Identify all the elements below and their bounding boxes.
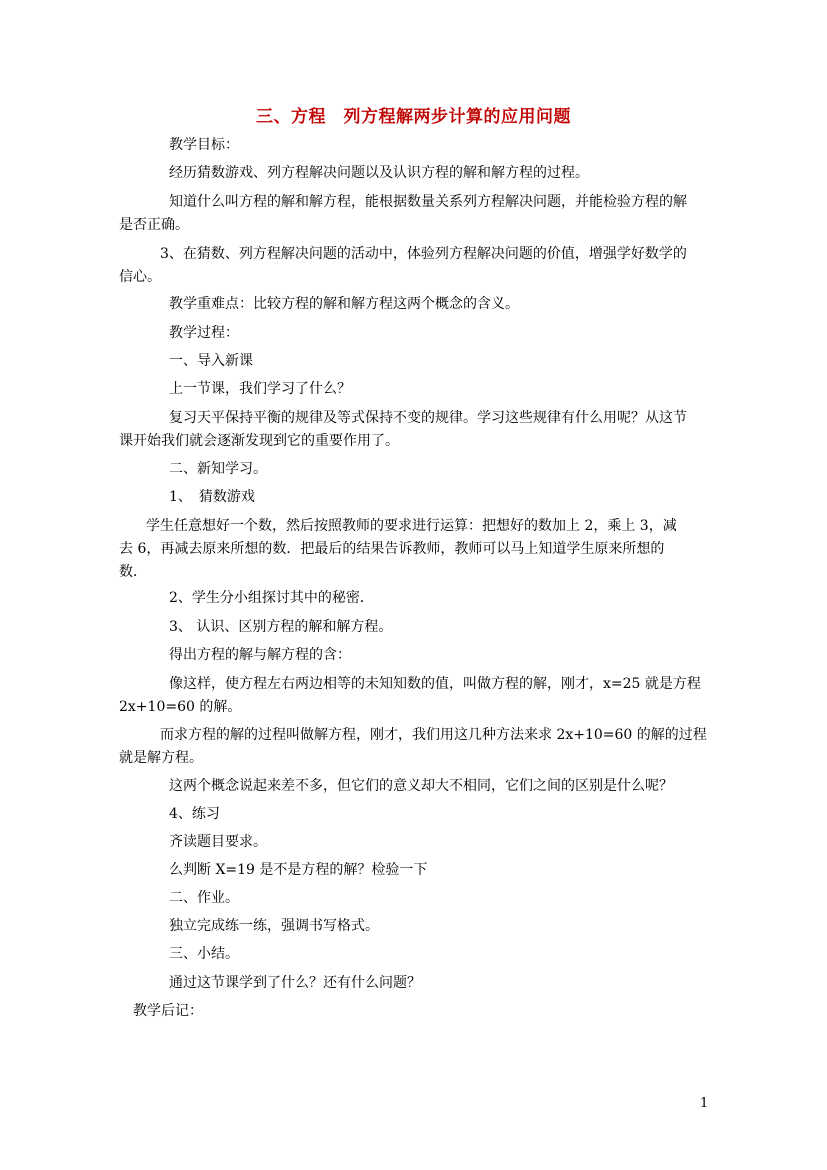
definition-2-line2: 就是解方程。 [119, 750, 203, 766]
definition-2-line1: 而求方程的解的过程叫做解方程，刚才，我们用这几种方法来求 2x+10=60 的解的过程 [160, 727, 707, 743]
goal-item-2-line1: 知道什么叫方程的解和解方程，能根据数量关系列方程解决问题，并能检验方程的解 [169, 194, 687, 210]
item-practice: 4、练习 [169, 806, 220, 822]
key-points: 教学重难点：比较方程的解和解方程这两个概念的含义。 [169, 296, 519, 312]
homework-heading: 二、作业。 [169, 890, 239, 906]
document-title: 三、方程 列方程解两步计算的应用问题 [256, 107, 571, 127]
goal-item-2-line2: 是否正确。 [119, 217, 189, 233]
goal-item-3-line1: 3、在猜数、列方程解决问题的活动中，体验列方程解决问题的价值，增强学好数学的 [160, 246, 687, 262]
definition-1-line1: 像这样，使方程左右两边相等的未知知数的值，叫做方程的解，刚才，x=25 就是方程 [169, 676, 701, 692]
item-recognize: 3、 认识、区别方程的解和解方程。 [169, 619, 393, 635]
section-intro: 一、导入新课 [169, 353, 253, 369]
game-line2: 去 6，再减去原来所想的数．把最后的结果告诉教师，教师可以马上知道学生原来所想的 [119, 541, 665, 557]
page-number: 1 [700, 1096, 709, 1111]
item-guess-game: 1、 猜数游戏 [169, 489, 255, 505]
difference-question: 这两个概念说起来差不多，但它们的意义却大不相同，它们之间的区别是什么呢？ [169, 778, 673, 794]
goal-item-1: 经历猜数游戏、列方程解决问题以及认识方程的解和解方程的过程。 [169, 165, 589, 181]
question-last-lesson: 上一节课，我们学习了什么？ [169, 381, 351, 397]
read-requirements: 齐读题目要求。 [169, 834, 267, 850]
conclusion-heading: 得出方程的解与解方程的含： [169, 647, 351, 663]
game-line1: 学生任意想好一个数，然后按照教师的要求进行运算：把想好的数加上 2，乘上 3，减 [146, 518, 677, 534]
review-line1: 复习天平保持平衡的规律及等式保持不变的规律。学习这些规律有什么用呢？从这节 [169, 410, 687, 426]
judge-solution: 么判断 X=19 是不是方程的解？检验一下 [169, 862, 428, 878]
summary-text: 通过这节课学到了什么？还有什么问题？ [169, 975, 421, 991]
process-heading: 教学过程： [169, 325, 239, 341]
homework-text: 独立完成练一练，强调书写格式。 [169, 918, 379, 934]
section-new-learning: 二、新知学习。 [169, 461, 267, 477]
review-line2: 课开始我们就会逐渐发现到它的重要作用了。 [119, 433, 399, 449]
definition-1-line2: 2x+10=60 的解。 [119, 699, 242, 715]
goal-heading: 教学目标： [169, 137, 239, 153]
item-group-discussion: 2、学生分小组探讨其中的秘密． [169, 590, 374, 606]
teaching-postscript: 教学后记： [133, 1003, 203, 1019]
game-line3: 数． [119, 564, 147, 580]
summary-heading: 三、小结。 [169, 946, 239, 962]
goal-item-3-line2: 信心。 [119, 269, 161, 285]
